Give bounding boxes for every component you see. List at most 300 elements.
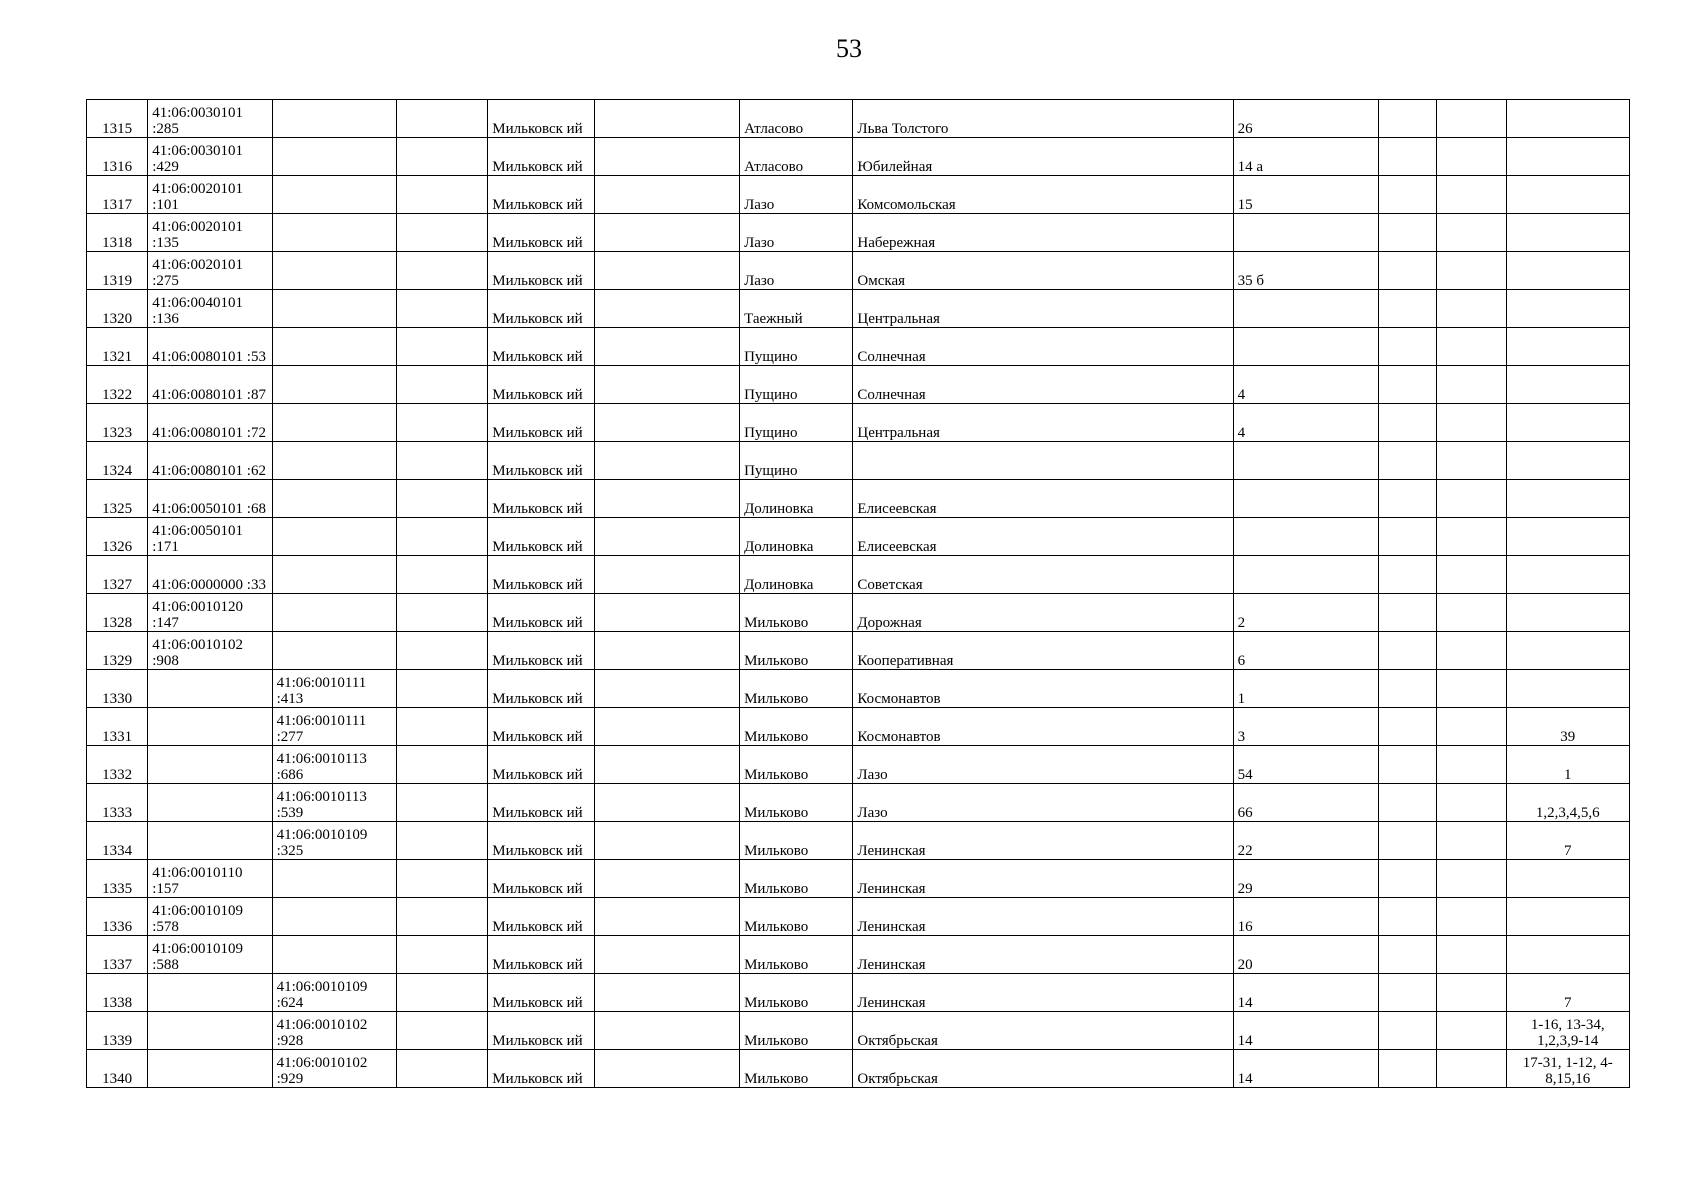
row-number-cell: 1330 [87, 670, 148, 708]
apartment-cell [1506, 556, 1629, 594]
apartment-cell [1506, 366, 1629, 404]
table-row [87, 100, 1630, 138]
empty-cell [594, 746, 739, 784]
empty-cell [1437, 746, 1506, 784]
empty-cell [396, 556, 487, 594]
empty-cell [594, 138, 739, 176]
locality-cell: Пущино [740, 442, 853, 480]
locality-cell: Мильково [740, 974, 853, 1012]
empty-cell [396, 632, 487, 670]
row-number-cell: 1325 [87, 480, 148, 518]
table-row [87, 936, 1630, 974]
row-number-cell: 1329 [87, 632, 148, 670]
empty-cell [594, 860, 739, 898]
street-cell: Кооперативная [853, 632, 1233, 670]
empty-cell [1437, 860, 1506, 898]
apartment-cell: 39 [1506, 708, 1629, 746]
locality-cell: Долиновка [740, 480, 853, 518]
locality-cell: Мильково [740, 708, 853, 746]
house-number-cell: 35 б [1233, 252, 1378, 290]
district-cell: Мильковск ий [488, 784, 594, 822]
house-number-cell: 1 [1233, 670, 1378, 708]
table-body [87, 100, 1630, 1088]
row-number-cell: 1332 [87, 746, 148, 784]
empty-cell [1379, 1050, 1437, 1088]
house-number-cell [1233, 518, 1378, 556]
empty-cell [396, 860, 487, 898]
table-row [87, 366, 1630, 404]
empty-cell [594, 290, 739, 328]
cadastral-number-building-cell [272, 366, 396, 404]
empty-cell [1379, 708, 1437, 746]
house-number-cell [1233, 290, 1378, 328]
locality-cell: Мильково [740, 936, 853, 974]
table-row [87, 518, 1630, 556]
empty-cell [1379, 936, 1437, 974]
cadastral-number-building-cell [272, 290, 396, 328]
cadastral-number-cell: 41:06:0010120 :147 [148, 594, 272, 632]
district-cell: Мильковск ий [488, 898, 594, 936]
apartment-cell [1506, 898, 1629, 936]
table-row [87, 404, 1630, 442]
empty-cell [1437, 328, 1506, 366]
cadastral-number-building-cell [272, 138, 396, 176]
empty-cell [594, 214, 739, 252]
empty-cell [594, 404, 739, 442]
table-row [87, 138, 1630, 176]
empty-cell [1437, 404, 1506, 442]
apartment-cell [1506, 290, 1629, 328]
cadastral-number-building-cell [272, 480, 396, 518]
row-number-cell: 1315 [87, 100, 148, 138]
row-number-cell: 1319 [87, 252, 148, 290]
empty-cell [1437, 670, 1506, 708]
cadastral-number-cell: 41:06:0020101 :275 [148, 252, 272, 290]
table-row [87, 784, 1630, 822]
house-number-cell: 16 [1233, 898, 1378, 936]
cadastral-number-building-cell [272, 176, 396, 214]
table-row [87, 974, 1630, 1012]
house-number-cell [1233, 328, 1378, 366]
locality-cell: Мильково [740, 594, 853, 632]
locality-cell: Мильково [740, 822, 853, 860]
empty-cell [396, 784, 487, 822]
property-registry-table [86, 99, 1630, 1088]
house-number-cell [1233, 442, 1378, 480]
locality-cell: Атласово [740, 138, 853, 176]
district-cell: Мильковск ий [488, 860, 594, 898]
empty-cell [396, 100, 487, 138]
cadastral-number-cell: 41:06:0010110 :157 [148, 860, 272, 898]
row-number-cell: 1316 [87, 138, 148, 176]
empty-cell [1437, 974, 1506, 1012]
locality-cell: Лазо [740, 214, 853, 252]
cadastral-number-cell: 41:06:0020101 :135 [148, 214, 272, 252]
locality-cell: Мильково [740, 670, 853, 708]
table-row [87, 176, 1630, 214]
empty-cell [396, 518, 487, 556]
house-number-cell: 14 а [1233, 138, 1378, 176]
district-cell: Мильковск ий [488, 518, 594, 556]
empty-cell [1437, 708, 1506, 746]
empty-cell [396, 898, 487, 936]
cadastral-number-building-cell [272, 594, 396, 632]
house-number-cell: 54 [1233, 746, 1378, 784]
empty-cell [594, 632, 739, 670]
empty-cell [594, 974, 739, 1012]
empty-cell [1379, 100, 1437, 138]
empty-cell [594, 784, 739, 822]
empty-cell [1437, 784, 1506, 822]
cadastral-number-cell: 41:06:0000000 :33 [148, 556, 272, 594]
apartment-cell: 7 [1506, 822, 1629, 860]
empty-cell [1437, 556, 1506, 594]
street-cell: Льва Толстого [853, 100, 1233, 138]
empty-cell [1437, 176, 1506, 214]
empty-cell [594, 176, 739, 214]
empty-cell [396, 252, 487, 290]
street-cell: Октябрьская [853, 1012, 1233, 1050]
empty-cell [396, 1012, 487, 1050]
empty-cell [1379, 442, 1437, 480]
empty-cell [396, 404, 487, 442]
empty-cell [594, 822, 739, 860]
house-number-cell: 14 [1233, 1012, 1378, 1050]
cadastral-number-building-cell [272, 252, 396, 290]
cadastral-number-building-cell [272, 404, 396, 442]
district-cell: Мильковск ий [488, 1050, 594, 1088]
table-row [87, 670, 1630, 708]
house-number-cell: 4 [1233, 366, 1378, 404]
empty-cell [1437, 138, 1506, 176]
empty-cell [396, 480, 487, 518]
cadastral-number-cell: 41:06:0030101 :285 [148, 100, 272, 138]
row-number-cell: 1338 [87, 974, 148, 1012]
table-row [87, 632, 1630, 670]
locality-cell: Мильково [740, 632, 853, 670]
table-row [87, 746, 1630, 784]
district-cell: Мильковск ий [488, 480, 594, 518]
empty-cell [594, 1050, 739, 1088]
apartment-cell: 1-16, 13-34, 1,2,3,9-14 [1506, 1012, 1629, 1050]
table-row [87, 556, 1630, 594]
district-cell: Мильковск ий [488, 214, 594, 252]
row-number-cell: 1328 [87, 594, 148, 632]
empty-cell [1437, 100, 1506, 138]
cadastral-number-building-cell: 41:06:0010102 :929 [272, 1050, 396, 1088]
district-cell: Мильковск ий [488, 1012, 594, 1050]
table-row [87, 252, 1630, 290]
street-cell: Ленинская [853, 822, 1233, 860]
house-number-cell: 29 [1233, 860, 1378, 898]
locality-cell: Атласово [740, 100, 853, 138]
district-cell: Мильковск ий [488, 176, 594, 214]
apartment-cell: 7 [1506, 974, 1629, 1012]
cadastral-number-building-cell: 41:06:0010111 :413 [272, 670, 396, 708]
page-number: 53 [836, 34, 862, 63]
empty-cell [396, 974, 487, 1012]
cadastral-number-cell [148, 746, 272, 784]
house-number-cell: 26 [1233, 100, 1378, 138]
street-cell: Ленинская [853, 974, 1233, 1012]
empty-cell [1379, 974, 1437, 1012]
cadastral-number-building-cell [272, 518, 396, 556]
row-number-cell: 1337 [87, 936, 148, 974]
house-number-cell: 2 [1233, 594, 1378, 632]
empty-cell [1379, 860, 1437, 898]
empty-cell [594, 1012, 739, 1050]
house-number-cell: 14 [1233, 974, 1378, 1012]
locality-cell: Мильково [740, 784, 853, 822]
street-cell: Елисеевская [853, 518, 1233, 556]
empty-cell [594, 252, 739, 290]
row-number-cell: 1339 [87, 1012, 148, 1050]
locality-cell: Лазо [740, 176, 853, 214]
cadastral-number-building-cell: 41:06:0010111 :277 [272, 708, 396, 746]
locality-cell: Пущино [740, 366, 853, 404]
apartment-cell: 1,2,3,4,5,6 [1506, 784, 1629, 822]
apartment-cell [1506, 594, 1629, 632]
empty-cell [396, 708, 487, 746]
empty-cell [594, 936, 739, 974]
empty-cell [594, 670, 739, 708]
locality-cell: Мильково [740, 1012, 853, 1050]
empty-cell [396, 594, 487, 632]
empty-cell [1437, 936, 1506, 974]
cadastral-number-cell: 41:06:0030101 :429 [148, 138, 272, 176]
row-number-cell: 1336 [87, 898, 148, 936]
row-number-cell: 1334 [87, 822, 148, 860]
table-row [87, 594, 1630, 632]
empty-cell [594, 518, 739, 556]
locality-cell: Долиновка [740, 518, 853, 556]
empty-cell [1437, 480, 1506, 518]
table-row [87, 1012, 1630, 1050]
empty-cell [396, 214, 487, 252]
street-cell: Центральная [853, 404, 1233, 442]
apartment-cell [1506, 252, 1629, 290]
row-number-cell: 1323 [87, 404, 148, 442]
district-cell: Мильковск ий [488, 366, 594, 404]
row-number-cell: 1327 [87, 556, 148, 594]
cadastral-number-building-cell: 41:06:0010109 :624 [272, 974, 396, 1012]
apartment-cell [1506, 632, 1629, 670]
locality-cell: Мильково [740, 898, 853, 936]
street-cell: Дорожная [853, 594, 1233, 632]
street-cell: Ленинская [853, 936, 1233, 974]
empty-cell [1379, 366, 1437, 404]
apartment-cell [1506, 176, 1629, 214]
cadastral-number-building-cell [272, 100, 396, 138]
row-number-cell: 1340 [87, 1050, 148, 1088]
cadastral-number-building-cell [272, 632, 396, 670]
apartment-cell [1506, 404, 1629, 442]
cadastral-number-cell: 41:06:0020101 :101 [148, 176, 272, 214]
empty-cell [396, 822, 487, 860]
apartment-cell [1506, 480, 1629, 518]
table-row [87, 708, 1630, 746]
district-cell: Мильковск ий [488, 708, 594, 746]
empty-cell [1379, 252, 1437, 290]
cadastral-number-cell: 41:06:0050101 :68 [148, 480, 272, 518]
house-number-cell: 22 [1233, 822, 1378, 860]
empty-cell [396, 138, 487, 176]
cadastral-number-building-cell: 41:06:0010113 :539 [272, 784, 396, 822]
district-cell: Мильковск ий [488, 632, 594, 670]
empty-cell [1437, 594, 1506, 632]
empty-cell [594, 898, 739, 936]
locality-cell: Таежный [740, 290, 853, 328]
house-number-cell: 15 [1233, 176, 1378, 214]
cadastral-number-cell: 41:06:0040101 :136 [148, 290, 272, 328]
locality-cell: Мильково [740, 860, 853, 898]
cadastral-number-building-cell [272, 328, 396, 366]
house-number-cell [1233, 556, 1378, 594]
street-cell: Лазо [853, 746, 1233, 784]
locality-cell: Мильково [740, 746, 853, 784]
house-number-cell [1233, 480, 1378, 518]
empty-cell [594, 100, 739, 138]
district-cell: Мильковск ий [488, 670, 594, 708]
house-number-cell: 66 [1233, 784, 1378, 822]
street-cell: Лазо [853, 784, 1233, 822]
empty-cell [1379, 898, 1437, 936]
cadastral-number-cell [148, 1050, 272, 1088]
empty-cell [1437, 632, 1506, 670]
empty-cell [1379, 822, 1437, 860]
street-cell: Комсомольская [853, 176, 1233, 214]
apartment-cell [1506, 860, 1629, 898]
row-number-cell: 1320 [87, 290, 148, 328]
table-row [87, 328, 1630, 366]
street-cell: Солнечная [853, 328, 1233, 366]
empty-cell [1379, 556, 1437, 594]
empty-cell [594, 366, 739, 404]
table-row [87, 480, 1630, 518]
district-cell: Мильковск ий [488, 746, 594, 784]
empty-cell [594, 328, 739, 366]
empty-cell [396, 328, 487, 366]
house-number-cell: 3 [1233, 708, 1378, 746]
apartment-cell [1506, 100, 1629, 138]
empty-cell [594, 594, 739, 632]
apartment-cell: 1 [1506, 746, 1629, 784]
empty-cell [1379, 594, 1437, 632]
table-row [87, 898, 1630, 936]
cadastral-number-cell: 41:06:0080101 :53 [148, 328, 272, 366]
cadastral-number-cell [148, 708, 272, 746]
street-cell: Космонавтов [853, 670, 1233, 708]
row-number-cell: 1317 [87, 176, 148, 214]
street-cell: Ленинская [853, 860, 1233, 898]
apartment-cell: 17-31, 1-12, 4-8,15,16 [1506, 1050, 1629, 1088]
cadastral-number-building-cell [272, 936, 396, 974]
cadastral-number-building-cell: 41:06:0010102 :928 [272, 1012, 396, 1050]
cadastral-number-cell: 41:06:0050101 :171 [148, 518, 272, 556]
table-row [87, 442, 1630, 480]
row-number-cell: 1318 [87, 214, 148, 252]
street-cell [853, 442, 1233, 480]
empty-cell [1437, 290, 1506, 328]
cadastral-number-building-cell: 41:06:0010109 :325 [272, 822, 396, 860]
cadastral-number-building-cell [272, 556, 396, 594]
empty-cell [1379, 138, 1437, 176]
empty-cell [396, 176, 487, 214]
empty-cell [396, 442, 487, 480]
cadastral-number-building-cell: 41:06:0010113 :686 [272, 746, 396, 784]
locality-cell: Пущино [740, 404, 853, 442]
cadastral-number-cell [148, 1012, 272, 1050]
table-row [87, 1050, 1630, 1088]
empty-cell [396, 290, 487, 328]
cadastral-number-building-cell [272, 214, 396, 252]
empty-cell [1379, 1012, 1437, 1050]
empty-cell [1437, 442, 1506, 480]
cadastral-number-cell: 41:06:0080101 :87 [148, 366, 272, 404]
cadastral-number-cell: 41:06:0080101 :62 [148, 442, 272, 480]
empty-cell [1437, 518, 1506, 556]
table-row [87, 822, 1630, 860]
apartment-cell [1506, 670, 1629, 708]
row-number-cell: 1321 [87, 328, 148, 366]
empty-cell [396, 1050, 487, 1088]
empty-cell [1379, 404, 1437, 442]
street-cell: Центральная [853, 290, 1233, 328]
cadastral-number-building-cell [272, 442, 396, 480]
cadastral-number-cell [148, 784, 272, 822]
empty-cell [1379, 176, 1437, 214]
empty-cell [594, 480, 739, 518]
empty-cell [1379, 632, 1437, 670]
empty-cell [1379, 518, 1437, 556]
district-cell: Мильковск ий [488, 556, 594, 594]
district-cell: Мильковск ий [488, 822, 594, 860]
empty-cell [1379, 214, 1437, 252]
row-number-cell: 1331 [87, 708, 148, 746]
street-cell: Елисеевская [853, 480, 1233, 518]
row-number-cell: 1324 [87, 442, 148, 480]
street-cell: Набережная [853, 214, 1233, 252]
district-cell: Мильковск ий [488, 138, 594, 176]
empty-cell [1437, 822, 1506, 860]
district-cell: Мильковск ий [488, 100, 594, 138]
house-number-cell: 14 [1233, 1050, 1378, 1088]
row-number-cell: 1333 [87, 784, 148, 822]
district-cell: Мильковск ий [488, 974, 594, 1012]
empty-cell [594, 708, 739, 746]
apartment-cell [1506, 518, 1629, 556]
cadastral-number-building-cell [272, 860, 396, 898]
apartment-cell [1506, 442, 1629, 480]
cadastral-number-building-cell [272, 898, 396, 936]
cadastral-number-cell [148, 670, 272, 708]
empty-cell [1437, 1050, 1506, 1088]
empty-cell [1379, 328, 1437, 366]
table-row [87, 214, 1630, 252]
empty-cell [594, 442, 739, 480]
district-cell: Мильковск ий [488, 442, 594, 480]
table-row [87, 860, 1630, 898]
empty-cell [1437, 366, 1506, 404]
cadastral-number-cell: 41:06:0080101 :72 [148, 404, 272, 442]
empty-cell [594, 556, 739, 594]
district-cell: Мильковск ий [488, 252, 594, 290]
row-number-cell: 1326 [87, 518, 148, 556]
empty-cell [396, 746, 487, 784]
street-cell: Ленинская [853, 898, 1233, 936]
house-number-cell: 4 [1233, 404, 1378, 442]
empty-cell [1437, 898, 1506, 936]
